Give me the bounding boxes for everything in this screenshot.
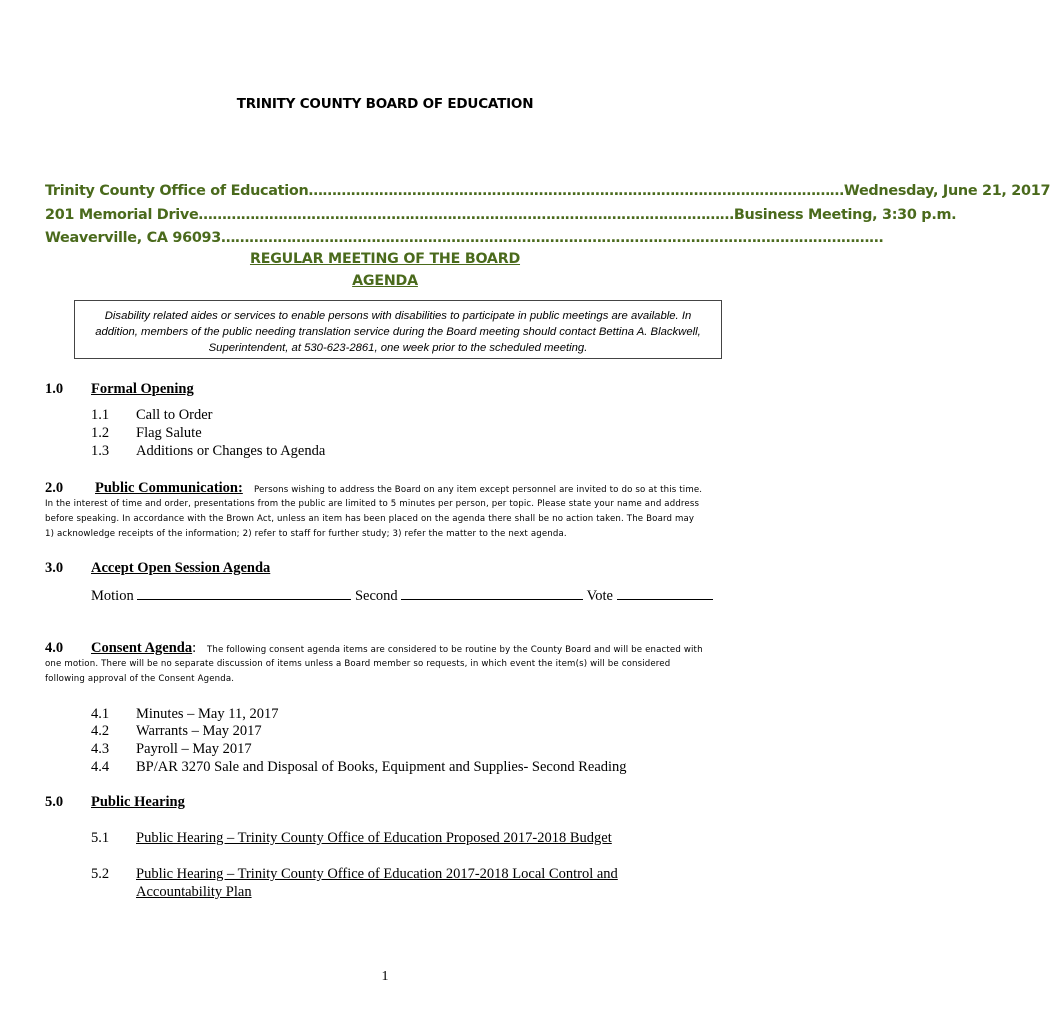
page-number: 1 [381, 969, 389, 984]
agenda-item: Flag Salute [136, 425, 202, 441]
item-number: 5.2 [91, 866, 110, 882]
item-number: 5.1 [91, 830, 110, 846]
meeting-time: Business Meeting, 3:30 p.m. [733, 207, 957, 223]
header-line-3 [45, 230, 884, 246]
item-number: 4.1 [91, 706, 110, 722]
agenda-item: Minutes – May 11, 2017 [136, 706, 279, 722]
second-label: Second [354, 588, 398, 604]
agenda-item: Payroll – May 2017 [136, 741, 252, 757]
office-name: Trinity County Office of Education [45, 183, 309, 199]
office-city: Weaverville, CA 96093 [45, 230, 221, 246]
second-blank [401, 587, 583, 600]
section-title-consent-agenda: Consent Agenda [91, 640, 193, 656]
section-description: following approval of the Consent Agenda. [45, 674, 235, 684]
vote-blank [617, 587, 713, 600]
agenda-item-lcap-hearing-cont: Accountability Plan [136, 884, 252, 900]
header-line-1 [45, 183, 1050, 199]
document-title: TRINITY COUNTY BOARD OF EDUCATION [236, 96, 534, 112]
agenda-item-budget-hearing: Public Hearing – Trinity County Office of Education Proposed 2017-2018 Budget [136, 830, 612, 846]
office-address: 201 Memorial Drive [45, 207, 199, 223]
agenda-title: AGENDA [352, 273, 418, 289]
section-description: before speaking. In accordance with the Brown Act, unless an item has been placed on the agenda there shall be no action taken. The Board may [45, 514, 695, 524]
agenda-item: BP/AR 3270 Sale and Disposal of Books, Equipment and Supplies- Second Reading [136, 759, 627, 775]
section-description: The following consent agenda items are considered to be routine by the County Board and will be enacted with [207, 645, 703, 655]
header-line-2 [45, 207, 957, 223]
motion-blank [137, 587, 351, 600]
section-number: 5.0 [45, 794, 64, 810]
section-description: one motion. There will be no separate discussion of items unless a Board member so requests, in which event the item(s) will be considered [45, 659, 671, 669]
section-description: In the interest of time and order, presentations from the public are limited to 5 minutes per person, per topic. Please state your name and address [45, 499, 700, 509]
agenda-item: Call to Order [136, 407, 213, 423]
section-description: 1) acknowledge receipts of the information; 2) refer to staff for further study; 3) refer the matter to the next agenda. [45, 529, 567, 539]
leader-dots: …………………………………………………………………………………………………………………………… [220, 230, 884, 246]
accessibility-notice: Disability related aides or services to enable persons with disabilities to participate in public meetings are available. In addition, members of the public needing translation service during the Board meeting should contact Bettina A. Blackwell, Superintendent, at 530-623-2861, one week prior to the scheduled meeting. [95, 310, 701, 354]
agenda-item: Additions or Changes to Agenda [136, 443, 326, 459]
colon: : [192, 640, 197, 656]
section-title-public-communication: Public Communication: [95, 480, 243, 496]
agenda-item: Warrants – May 2017 [136, 723, 262, 739]
item-number: 4.2 [91, 723, 110, 739]
section-title-formal-opening: Formal Opening [91, 381, 194, 397]
vote-label: Vote [586, 588, 613, 604]
motion-line [91, 587, 713, 605]
section-number: 4.0 [45, 640, 64, 656]
item-number: 1.2 [91, 425, 110, 441]
motion-label: Motion [91, 588, 134, 604]
section-title-public-hearing: Public Hearing [91, 794, 185, 810]
meeting-title: REGULAR MEETING OF THE BOARD [249, 251, 521, 267]
leader-dots: …………………………………………………………………………………………………… [198, 207, 734, 223]
section-heading-consent [91, 640, 196, 657]
section-number: 3.0 [45, 560, 64, 576]
item-number: 1.3 [91, 443, 110, 459]
section-description: Persons wishing to address the Board on any item except personnel are invited to do so at this time. [254, 485, 703, 495]
section-title-accept-agenda: Accept Open Session Agenda [91, 560, 271, 576]
item-number: 1.1 [91, 407, 110, 423]
leader-dots: …………………………………………………………………………………………………… [308, 183, 844, 199]
item-number: 4.3 [91, 741, 110, 757]
agenda-item-lcap-hearing: Public Hearing – Trinity County Office of Education 2017-2018 Local Control and [136, 866, 618, 882]
item-number: 4.4 [91, 759, 110, 775]
section-number: 1.0 [45, 381, 64, 397]
meeting-date: Wednesday, June 21, 2017 [843, 183, 1050, 199]
section-number: 2.0 [45, 480, 64, 496]
accessibility-notice-box [74, 300, 722, 359]
